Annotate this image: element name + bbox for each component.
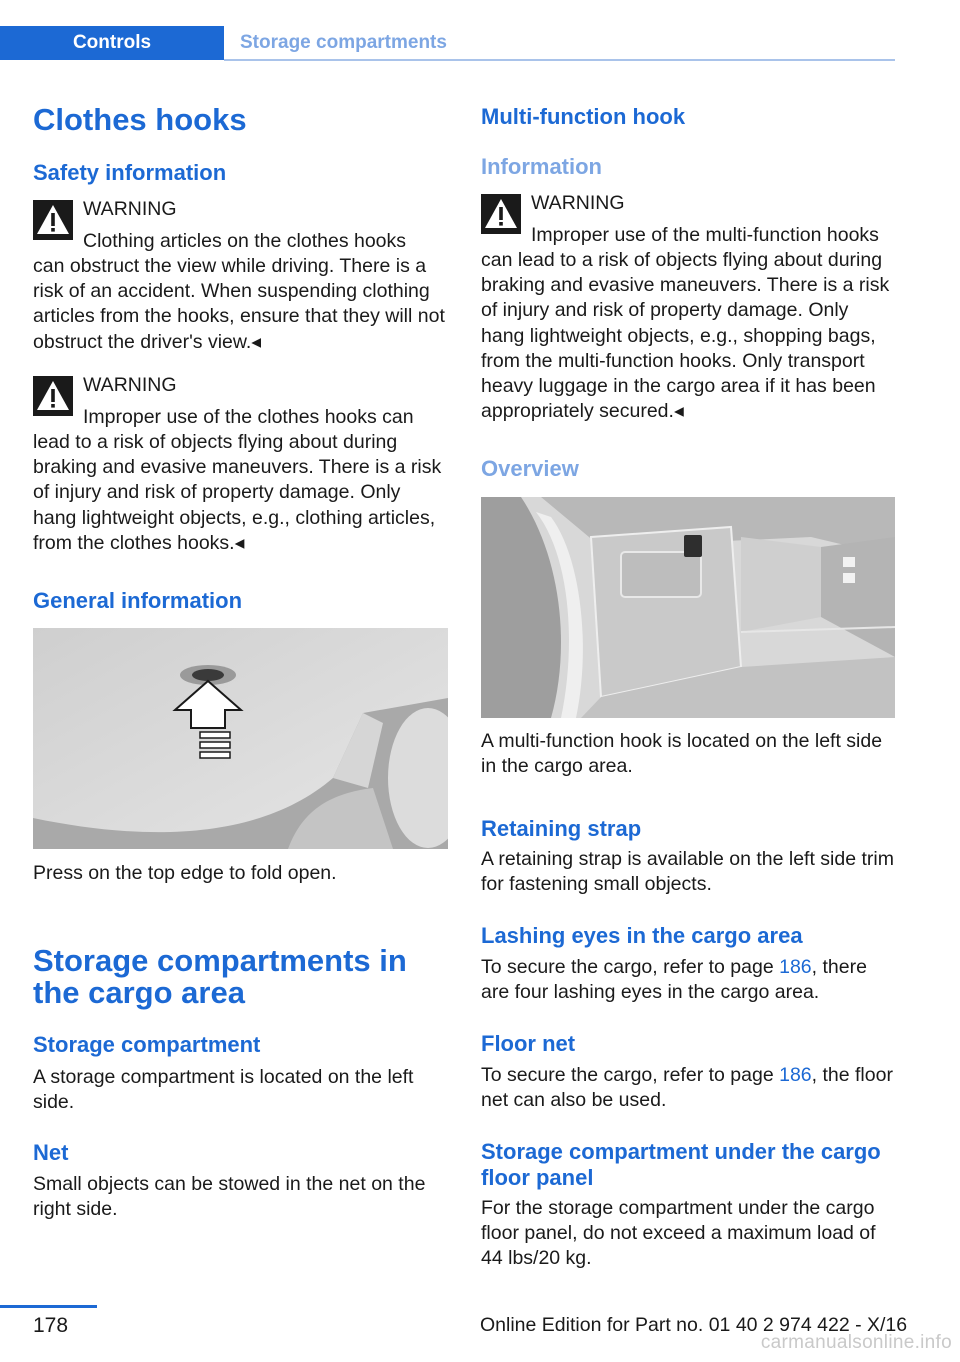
heading-overview: Overview [481, 456, 579, 481]
clothes-hook-photo [33, 628, 448, 849]
text: , there are four lashing eyes in the cargo area. [481, 956, 867, 1004]
heading-information: Information [481, 154, 602, 179]
paragraph-storage-under-floor: For the storage compartment under the cargo floor panel, do not exceed a maximum load of 44 lbs/20 kg. [481, 1197, 876, 1270]
heading-floor-net: Floor net [481, 1031, 576, 1056]
warning-label: WARNING [83, 198, 177, 220]
warning-text-line: Improper use of the multi-function hooks [531, 224, 879, 246]
page-link-186[interactable]: 186 [779, 956, 812, 978]
heading-safety-information: Safety information [33, 160, 227, 185]
heading-clothes-hooks: Clothes hooks [33, 102, 247, 137]
watermark: carmanualsonline.info [760, 1332, 952, 1353]
heading-multi-function-hook: Multi-function hook [481, 104, 686, 129]
paragraph-retaining-strap: A retaining strap is available on the left side trim for fastening small objects. [481, 848, 894, 896]
warning-text-line: Improper use of the clothes hooks can [83, 406, 414, 428]
text: To secure the cargo, refer to page [481, 1064, 780, 1086]
footer-rule [0, 1305, 97, 1308]
heading-storage-cargo-area: Storage compartments in the cargo area [33, 943, 407, 1010]
tab-controls[interactable]: Controls [0, 26, 224, 60]
warning-triangle-icon [33, 376, 73, 416]
page-link-186[interactable]: 186 [779, 1064, 812, 1086]
warning-triangle-icon [33, 200, 73, 240]
heading-net: Net [33, 1140, 69, 1165]
paragraph-floor-net [481, 1063, 895, 1113]
heading-retaining-strap: Retaining strap [481, 816, 642, 841]
warning-triangle-icon [481, 194, 521, 234]
header-rule [224, 59, 895, 61]
cargo-area-photo [481, 497, 895, 718]
paragraph-net: Small objects can be stowed in the net on the right side. [33, 1173, 426, 1221]
tab-storage-compartments[interactable]: Storage compartments [240, 32, 447, 53]
heading-storage-under-floor: Storage compartment under the cargo floor panel [481, 1139, 881, 1190]
paragraph-lashing-eyes [481, 955, 895, 1005]
warning-label: WARNING [531, 192, 625, 214]
caption-multi-function-hook: A multi-function hook is located on the left side in the cargo area. [481, 730, 883, 778]
warning-label: WARNING [83, 374, 177, 396]
heading-storage-compartment: Storage compartment [33, 1032, 261, 1057]
warning-text: can obstruct the view while driving. There is a risk of an accident. When suspending clothing articles from the hooks, ensure that they will not obstruct the driver's view.◂ [33, 255, 445, 353]
page-header [0, 26, 895, 62]
text: , the floor net can also be used. [481, 1064, 893, 1112]
page-number: 178 [33, 1314, 69, 1337]
text: To secure the cargo, refer to page [481, 956, 780, 978]
heading-general-information: General information [33, 588, 243, 613]
warning-text-line: Clothing articles on the clothes hooks [83, 230, 407, 252]
warning-text: can lead to a risk of objects flying about during braking and evasive maneuvers. There is a risk of injury and risk of property damage. Only hang lightweight objects, e.g., shopping bags, from the multi-function hooks. Only transport heavy luggage in the cargo area if it has been appropriately secured.◂ [481, 249, 890, 423]
heading-lashing-eyes: Lashing eyes in the cargo area [481, 923, 803, 948]
paragraph-storage-compartment: A storage compartment is located on the left side. [33, 1066, 414, 1114]
warning-text: lead to a risk of objects flying about during braking and evasive maneuvers. There is a risk of injury and risk of property damage. Only hang lightweight objects, e.g., clothing articles, from the clothes hooks.◂ [33, 431, 442, 554]
edition-note: Online Edition for Part no. 01 40 2 974 422 - X/16 [480, 1314, 908, 1336]
caption-fold-open: Press on the top edge to fold open. [33, 862, 337, 884]
